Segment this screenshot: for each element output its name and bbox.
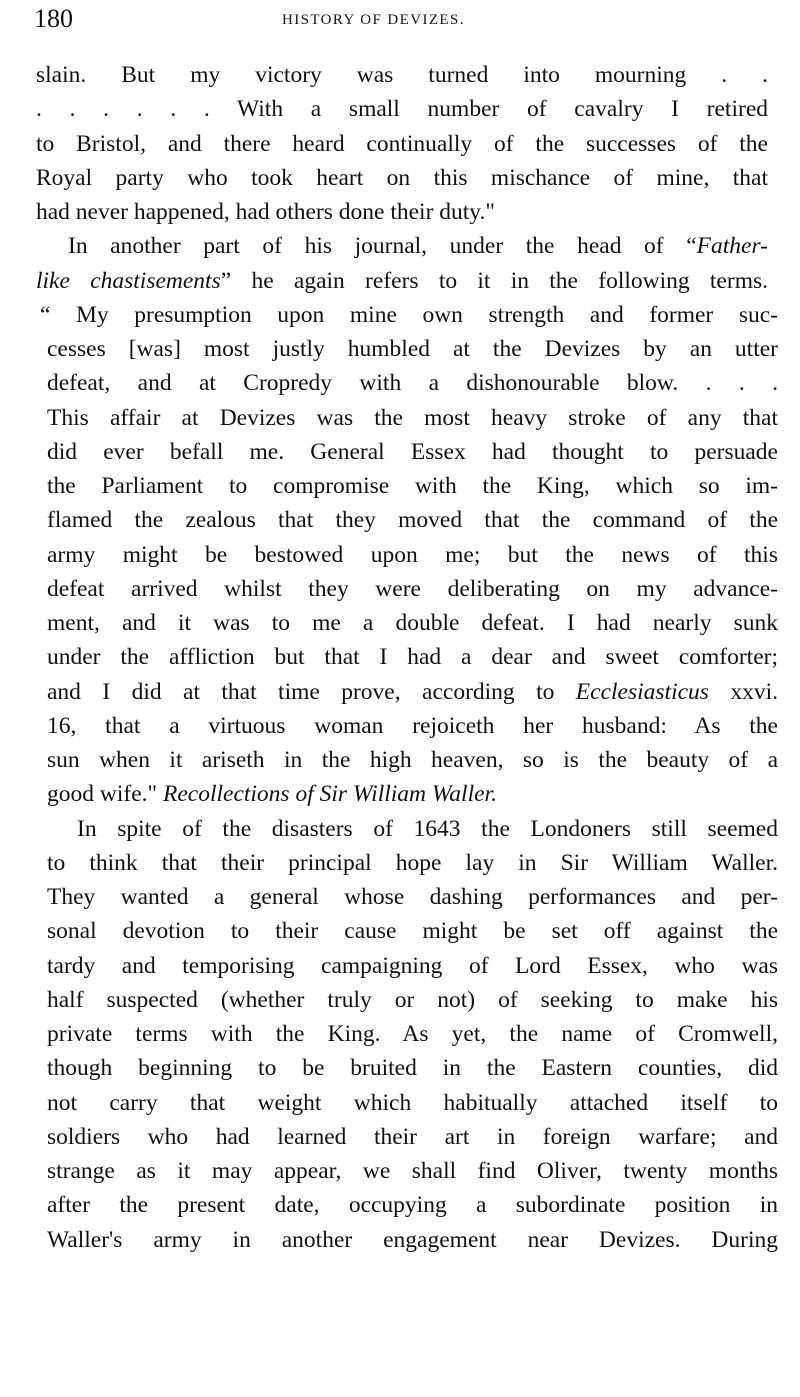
- text-segment: had never happened, had others done their duty.": [36, 199, 495, 225]
- text-segment: In spite of the disasters of 1643 the Londoners still seemed: [77, 815, 778, 842]
- text-line: [0, 92, 768, 126]
- text-line: [0, 777, 778, 811]
- text-line: [0, 914, 778, 948]
- italic-text: Ecclesiasticus: [575, 678, 709, 705]
- text-line: [0, 949, 778, 983]
- running-head: HISTORY OF DEVIZES.: [282, 12, 465, 28]
- text-segment: private terms with the King. As yet, the name of Cromwell,: [47, 1021, 778, 1047]
- text-line: [0, 161, 768, 195]
- text-line: [0, 1086, 778, 1120]
- text-segment: army might be bestowed upon me; but the news of this: [47, 541, 778, 568]
- text-segment: after the present date, occupying a subordinate position in: [47, 1192, 778, 1219]
- text-line: [0, 58, 768, 92]
- text-segment: slain. But my victory was turned into mourning . .: [36, 62, 768, 88]
- text-line: [0, 401, 778, 435]
- text-segment: defeat arrived whilst they were deliberating on my advance-: [47, 575, 778, 602]
- text-segment: They wanted a general whose dashing performances and per-: [47, 884, 778, 910]
- text-segment: . . . . . . With a small number of cavalry I retired: [36, 96, 768, 123]
- text-line: [0, 983, 778, 1017]
- body-text: [0, 58, 800, 1257]
- text-segment: did ever befall me. General Essex had thought to persuade: [47, 438, 778, 465]
- text-line: [0, 435, 778, 469]
- text-segment: flamed the zealous that they moved that the command of the: [47, 507, 778, 534]
- italic-text: Recollections of Sir William Waller.: [162, 781, 497, 808]
- text-segment: xxvi.: [708, 678, 779, 705]
- text-line: [0, 1154, 778, 1188]
- text-line: [0, 298, 778, 332]
- text-segment: Waller's army in another engagement near Devizes. During: [47, 1226, 778, 1253]
- text-segment: under the affliction but that I had a dear and sweet comforter;: [47, 644, 778, 671]
- text-segment: to think that their principal hope lay in Sir William Waller.: [47, 849, 778, 876]
- page-number: 180: [34, 4, 73, 33]
- text-segment: 16, that a virtuous woman rejoiceth her husband: As the: [47, 712, 778, 739]
- text-line: [0, 195, 768, 229]
- text-segment: and I did at that time prove, according to: [47, 678, 576, 705]
- text-segment: sun when it ariseth in the high heaven, so is the beauty of a: [47, 747, 778, 773]
- text-segment: sonal devotion to their cause might be set off against the: [47, 918, 778, 945]
- text-line: [0, 1017, 778, 1051]
- text-line: [0, 1051, 778, 1085]
- text-segment: defeat, and at Cropredy with a dishonourable blow. . . .: [47, 370, 778, 397]
- text-line: [0, 332, 778, 366]
- text-line: [0, 264, 768, 298]
- text-segment: ” he again refers to it in the following terms.: [220, 267, 768, 294]
- text-line: [0, 229, 768, 263]
- text-line: [0, 743, 778, 777]
- text-segment: This affair at Devizes was the most heavy stroke of any that: [47, 404, 778, 431]
- text-segment: soldiers who had learned their art in foreign warfare; and: [47, 1123, 778, 1150]
- text-line: [0, 1120, 778, 1154]
- text-line: [0, 469, 778, 503]
- italic-text: Father-: [696, 233, 768, 260]
- text-segment: ment, and it was to me a double defeat. I had nearly sunk: [47, 610, 778, 636]
- text-line: [0, 572, 778, 606]
- text-segment: the Parliament to compromise with the King, which so im-: [47, 473, 778, 499]
- text-segment: cesses [was] most justly humbled at the Devizes by an utter: [47, 336, 778, 362]
- text-segment: not carry that weight which habitually attached itself to: [47, 1089, 778, 1116]
- text-segment: to Bristol, and there heard continually of the successes of the: [36, 130, 768, 157]
- text-segment: strange as it may appear, we shall find Oliver, twenty months: [47, 1158, 778, 1184]
- text-line: [0, 366, 778, 400]
- text-line: [0, 812, 778, 846]
- text-line: [0, 709, 778, 743]
- text-line: [0, 127, 768, 161]
- text-line: [0, 606, 778, 640]
- text-segment: though beginning to be bruited in the Eastern counties, did: [47, 1055, 778, 1082]
- text-segment: tardy and temporising campaigning of Lord Essex, who was: [47, 952, 778, 979]
- text-segment: In another part of his journal, under the head of “: [68, 233, 697, 260]
- text-segment: Royal party who took heart on this mischance of mine, that: [36, 164, 768, 191]
- text-line: [0, 1223, 778, 1257]
- text-line: [0, 1188, 778, 1222]
- italic-text: like chastisements: [36, 267, 221, 294]
- text-line: [0, 503, 778, 537]
- text-segment: good wife.": [47, 781, 163, 808]
- text-line: [0, 846, 778, 880]
- text-segment: “ My presumption upon mine own strength and former suc-: [40, 301, 778, 328]
- text-segment: half suspected (whether truly or not) of seeking to make his: [47, 986, 778, 1013]
- text-line: [0, 538, 778, 572]
- text-line: [0, 880, 778, 914]
- text-line: [0, 640, 778, 674]
- text-line: [0, 675, 778, 709]
